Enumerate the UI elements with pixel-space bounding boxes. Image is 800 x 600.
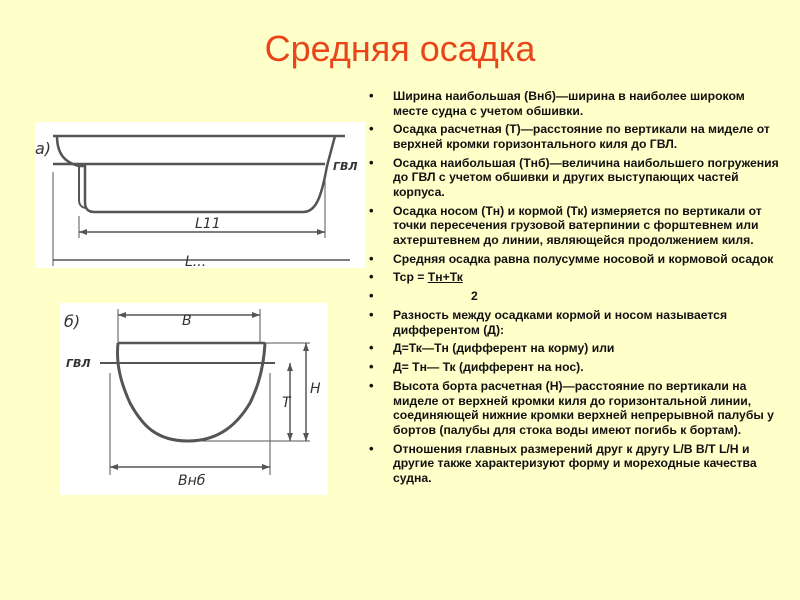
bullet-trim: • Разность между осадками кормой и носом называется дифферентом (Д): [369,308,781,337]
bullet-depth: • Высота борта расчетная (Н)—расстояние по вертикали на миделе от верхней кромки киля до горизонтальной линии, соединяющей нижние кромки верхней непрерывной палубы у бортов (палубы для стока воды имеют погибь к бортам). [369,379,781,437]
formula-left: Тср = [393,270,428,285]
definitions-list [369,89,781,490]
bullet-draft: • Осадка расчетная (Т)—расстояние по вертикали на миделе от верхней кромки горизонтального киля до ГВЛ. [369,122,781,151]
hull-section-figure [60,303,328,495]
hull-section-drawing [60,303,328,495]
length-outer-label: L... [185,254,207,268]
formula-denominator: 2 [471,289,478,304]
slide-title: Средняя осадка [264,28,536,69]
bullet-trim-stern: • Д=Тк—Тн (дифферент на корму) или [369,341,781,356]
breadth-label: B [182,313,192,329]
depth-label: H [310,381,321,397]
formula-numerator: Тн+Тк [427,270,463,285]
waterline-label-a: ГВЛ [333,160,358,173]
draft-label: T [282,395,291,411]
bullet-denominator [369,289,781,304]
waterline-label-b: ГВЛ [66,357,91,370]
bullet-bow-stern-draft: • Осадка носом (Тн) и кормой (Тк) измеряется по вертикали от точки пересечения грузовой ватерпинии с форштевнем или ахтерштевнем до линии, являющейся продолжением киля. [369,204,781,248]
figure-a-label: а) [35,139,52,158]
bullet-ratios: • Отношения главных размерений друг к другу L/B В/Т L/H и другие также характеризуют форму и мореходные качества судна. [369,442,781,486]
bullet-formula [369,270,781,285]
bullet-trim-bow: • Д= Тн— Тк (дифферент на нос). [369,360,781,375]
hull-profile-figure [35,122,365,268]
figure-b-label: б) [64,312,81,331]
bullet-breadth: • Ширина наибольшая (Внб)—ширина в наиболее широком месте судна с учетом обшивки. [369,89,781,118]
length-inner-label: L11 [195,216,221,232]
bullet-mean-draft: • Средняя осадка равна полусумме носовой и кормовой осадок [369,252,781,267]
bullet-max-draft: • Осадка наибольшая (Тнб)—величина наибольшего погружения до ГВЛ с учетом обшивки и других выступающих частей корпуса. [369,156,781,200]
hull-profile-drawing [35,122,365,268]
breadth-max-label: Bнб [178,473,206,489]
